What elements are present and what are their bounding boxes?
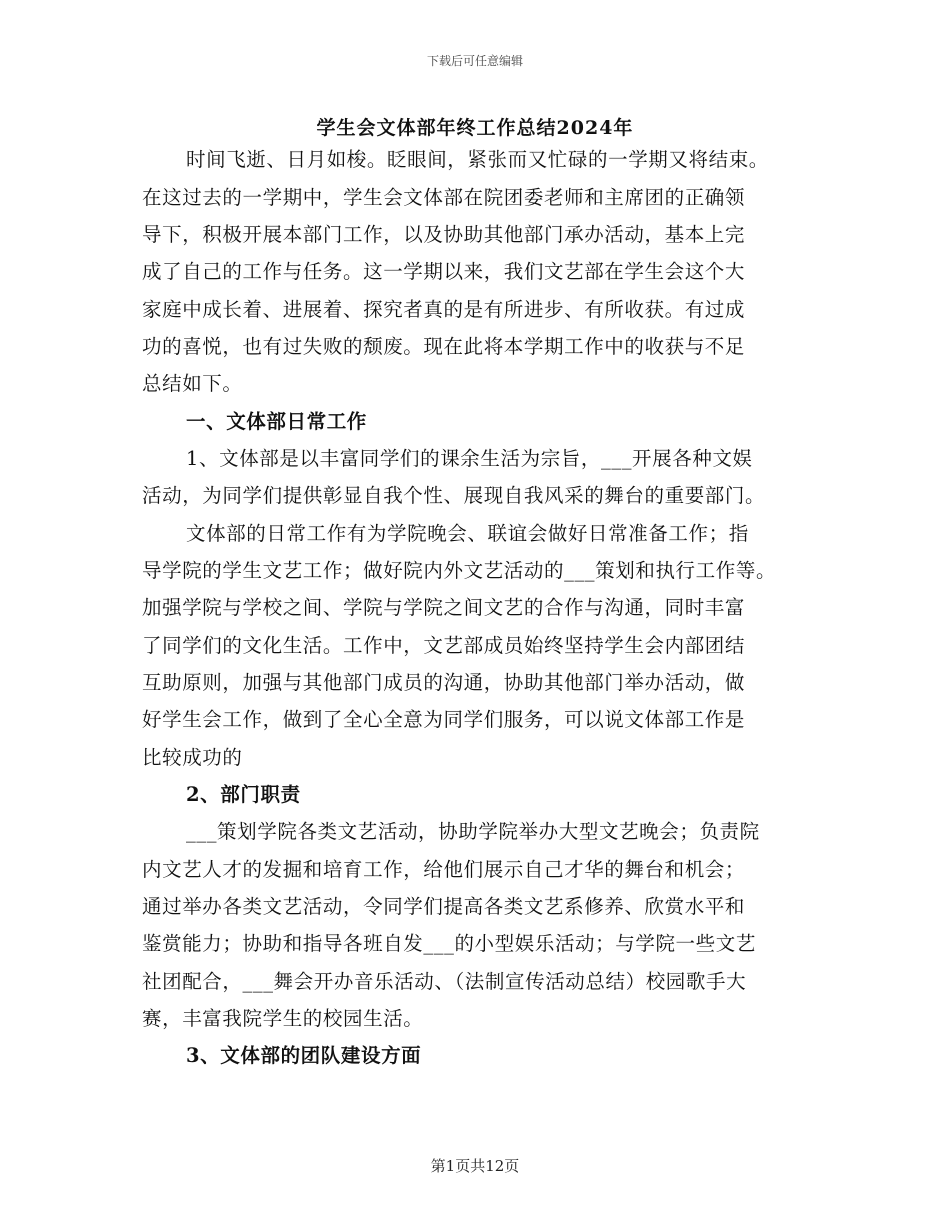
body-line: 功的喜悦，也有过失败的颓废。现在此将本学期工作中的收获与不足	[142, 335, 746, 358]
body-line: 通过举办各类文艺活动，令同学们提高各类文艺系修养、欣赏水平和	[142, 895, 746, 918]
body-line: 在这过去的一学期中，学生会文体部在院团委老师和主席团的正确领	[142, 186, 746, 209]
section-heading: 3、文体部的团队建设方面	[186, 1044, 422, 1067]
body-line: 内文艺人才的发掘和培育工作，给他们展示自己才华的舞台和机会；	[142, 858, 746, 881]
section-heading: 一、文体部日常工作	[186, 410, 367, 433]
body-line: 比较成功的	[142, 746, 243, 769]
body-line: 导下，积极开展本部门工作，以及协助其他部门承办活动，基本上完	[142, 223, 746, 246]
page-footer-page-number: 第1页共12页	[430, 1157, 520, 1175]
body-line: 赛，丰富我院学生的校园生活。	[142, 1007, 424, 1030]
body-line: 鉴赏能力；协助和指导各班自发___的小型娱乐活动；与学院一些文艺	[142, 932, 756, 955]
body-line: 家庭中成长着、进展着、探究者真的是有所进步、有所收获。有过成	[142, 298, 746, 321]
section-heading: 2、部门职责	[186, 783, 301, 806]
body-line: 成了自己的工作与任务。这一学期以来，我们文艺部在学生会这个大	[142, 260, 746, 283]
body-line: 互助原则，加强与其他部门成员的沟通，协助其他部门举办活动，做	[142, 671, 746, 694]
body-line: 活动，为同学们提供彰显自我个性、展现自我风采的舞台的重要部门。	[142, 484, 766, 507]
body-line: 时间飞逝、日月如梭。眨眼间，紧张而又忙碌的一学期又将结束。	[186, 148, 769, 171]
body-line: 了同学们的文化生活。工作中，文艺部成员始终坚持学生会内部团结	[142, 634, 746, 657]
body-line: 总结如下。	[142, 372, 243, 395]
body-line: 1、文体部是以丰富同学们的课余生活为宗旨，___开展各种文娱	[186, 447, 753, 470]
body-line: 加强学院与学校之间、学院与学院之间文艺的合作与沟通，同时丰富	[142, 596, 746, 619]
body-line: 社团配合，___舞会开办音乐活动、（法制宣传活动总结）校园歌手大	[142, 970, 747, 993]
body-line: 导学院的学生文艺工作；做好院内外文艺活动的___策划和执行工作等。	[142, 559, 777, 582]
body-line: ___策划学院各类文艺活动，协助学院举办大型文艺晚会；负责院	[186, 820, 760, 843]
document-title: 学生会文体部年终工作总结2024年	[316, 117, 634, 139]
body-line: 文体部的日常工作有为学院晚会、联谊会做好日常准备工作；指	[186, 522, 749, 545]
page-header-note: 下载后可任意编辑	[426, 54, 523, 68]
body-line: 好学生会工作，做到了全心全意为同学们服务，可以说文体部工作是	[142, 708, 746, 731]
